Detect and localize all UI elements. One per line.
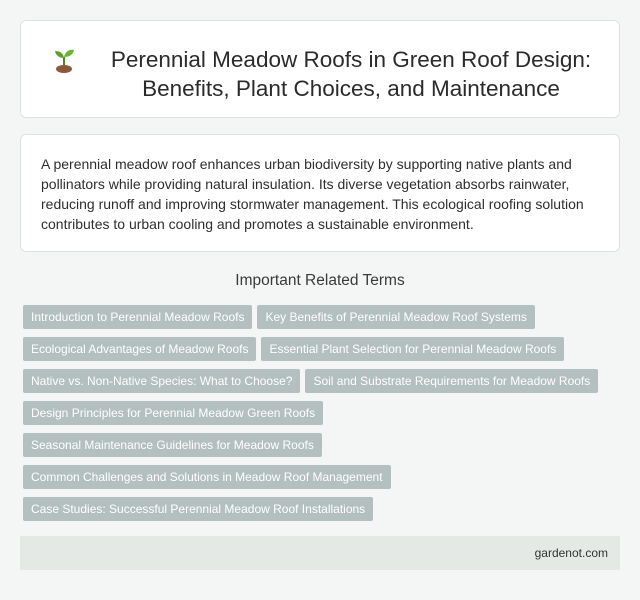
sprout-icon [49,45,79,75]
term-tag[interactable]: Introduction to Perennial Meadow Roofs [23,305,252,329]
term-tag[interactable]: Seasonal Maintenance Guidelines for Meadow Roofs [23,433,322,457]
related-terms-list [23,305,623,529]
term-tag[interactable]: Native vs. Non-Native Species: What to Choose? [23,369,300,393]
footer [20,536,620,570]
term-tag[interactable]: Ecological Advantages of Meadow Roofs [23,337,256,361]
term-tag[interactable]: Case Studies: Successful Perennial Meadow Roof Installations [23,497,373,521]
title-card [20,20,620,118]
intro-paragraph: A perennial meadow roof enhances urban biodiversity by supporting native plants and pollinators while providing natural insulation. Its diverse vegetation absorbs rainwater, reducing runoff and improving stormwater management. This ecological roofing solution contributes to urban cooling and promotes a sustainable environment. [41,156,584,232]
term-tag[interactable]: Essential Plant Selection for Perennial Meadow Roofs [261,337,564,361]
term-tag[interactable]: Key Benefits of Perennial Meadow Roof Systems [257,305,534,329]
term-tag[interactable]: Soil and Substrate Requirements for Meadow Roofs [305,369,598,393]
footer-site-link[interactable]: gardenot.com [534,546,608,560]
intro-card [20,134,620,252]
page-title: Perennial Meadow Roofs in Green Roof Design: Benefits, Plant Choices, and Maintenance [110,47,592,101]
term-tag[interactable]: Design Principles for Perennial Meadow Green Roofs [23,401,323,425]
term-tag[interactable]: Common Challenges and Solutions in Meadow Roof Management [23,465,391,489]
related-terms-heading: Important Related Terms [235,272,405,289]
